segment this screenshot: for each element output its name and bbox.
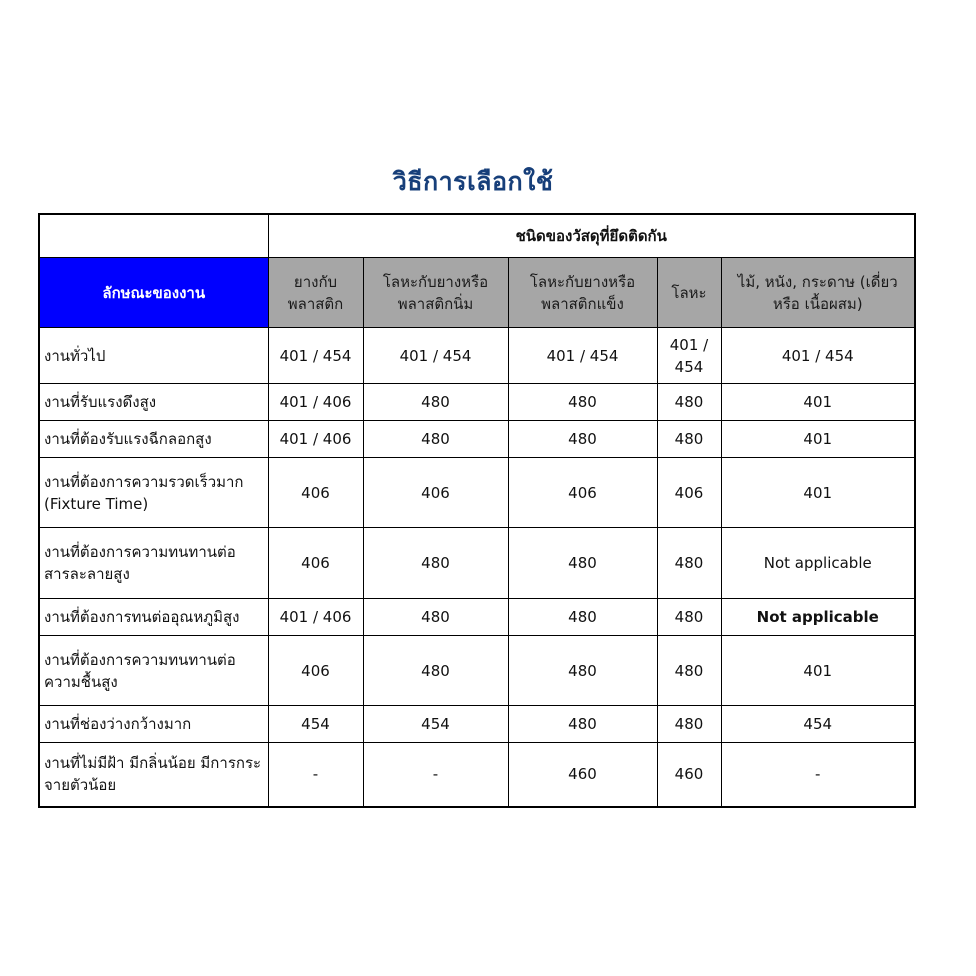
column-header-wood-leather-paper: ไม้, หนัง, กระดาษ (เดี่ยวหรือ เนื้อผสม) — [721, 258, 915, 328]
table-cell: 480 — [657, 384, 721, 421]
table-cell: 460 — [657, 743, 721, 807]
table-cell: - — [268, 743, 363, 807]
table-cell: 401 / 454 — [268, 328, 363, 384]
column-header-row — [39, 258, 915, 328]
table-row — [39, 458, 915, 528]
table-cell: 401 / 406 — [268, 421, 363, 458]
column-header-work-type: ลักษณะของงาน — [39, 258, 268, 328]
table-cell: 480 — [508, 528, 657, 599]
group-header: ชนิดของวัสดุที่ยึดติดกัน — [268, 214, 915, 258]
table-cell: 480 — [508, 599, 657, 636]
table-row — [39, 636, 915, 706]
table-row — [39, 421, 915, 458]
row-label: งานที่รับแรงดึงสูง — [39, 384, 268, 421]
table-row — [39, 528, 915, 599]
table-cell: 406 — [657, 458, 721, 528]
column-header-rubber-plastic: ยางกับ พลาสติก — [268, 258, 363, 328]
row-label: งานที่ต้องการความทนทานต่อ ความชื้นสูง — [39, 636, 268, 706]
page-title: วิธีการเลือกใช้ — [392, 167, 554, 196]
table-cell: 480 — [657, 599, 721, 636]
row-label: งานที่ต้องการความทนทานต่อ สารละลายสูง — [39, 528, 268, 599]
row-label: งานที่ไม่มีฝ้า มีกลิ่นน้อย มีการกระจายตัวน้อย — [39, 743, 268, 807]
table-cell: 480 — [508, 706, 657, 743]
table-cell: 406 — [268, 458, 363, 528]
group-header-row — [39, 214, 915, 258]
table-cell: 480 — [363, 421, 508, 458]
table-cell: 401 / 454 — [508, 328, 657, 384]
table-cell: 480 — [657, 528, 721, 599]
table-cell: 454 — [363, 706, 508, 743]
table-row — [39, 599, 915, 636]
table-cell: 480 — [508, 636, 657, 706]
table-cell: 454 — [721, 706, 915, 743]
table-cell: 406 — [363, 458, 508, 528]
table-row — [39, 706, 915, 743]
row-label: งานที่ต้องการทนต่ออุณหภูมิสูง — [39, 599, 268, 636]
table-body — [39, 328, 915, 807]
table-row — [39, 743, 915, 807]
table-cell: 401 — [721, 384, 915, 421]
table-cell: 460 — [508, 743, 657, 807]
table-cell: Not applicable — [721, 528, 915, 599]
table-row — [39, 328, 915, 384]
adhesive-selection-table — [38, 213, 916, 808]
table-cell: 480 — [363, 384, 508, 421]
table-cell: 480 — [657, 421, 721, 458]
table-cell: - — [363, 743, 508, 807]
table-cell: - — [721, 743, 915, 807]
table-cell: 480 — [657, 636, 721, 706]
table-cell: 406 — [268, 636, 363, 706]
table-cell: 401 — [721, 421, 915, 458]
column-header-metal-soft-plastic: โลหะกับยางหรือ พลาสติกนิ่ม — [363, 258, 508, 328]
table-cell: 401 / 406 — [268, 599, 363, 636]
table-cell: 401 / 454 — [657, 328, 721, 384]
table-cell: 480 — [657, 706, 721, 743]
column-header-metal-hard-plastic: โลหะกับยางหรือ พลาสติกแข็ง — [508, 258, 657, 328]
row-label: งานที่ช่องว่างกว้างมาก — [39, 706, 268, 743]
table-cell: Not applicable — [721, 599, 915, 636]
table-cell: 401 / 454 — [363, 328, 508, 384]
table-cell: 480 — [508, 421, 657, 458]
table-cell: 406 — [508, 458, 657, 528]
row-label: งานทั่วไป — [39, 328, 268, 384]
table-cell: 401 — [721, 458, 915, 528]
table-cell: 480 — [363, 528, 508, 599]
table-cell: 480 — [363, 636, 508, 706]
column-header-metal: โลหะ — [657, 258, 721, 328]
table-cell: 401 — [721, 636, 915, 706]
table-cell: 454 — [268, 706, 363, 743]
row-label: งานที่ต้องรับแรงฉีกลอกสูง — [39, 421, 268, 458]
table-cell: 480 — [508, 384, 657, 421]
table-cell: 480 — [363, 599, 508, 636]
table-cell: 406 — [268, 528, 363, 599]
table-cell: 401 / 454 — [721, 328, 915, 384]
row-label: งานที่ต้องการความรวดเร็วมาก (Fixture Time) — [39, 458, 268, 528]
table-cell: 401 / 406 — [268, 384, 363, 421]
table-row — [39, 384, 915, 421]
